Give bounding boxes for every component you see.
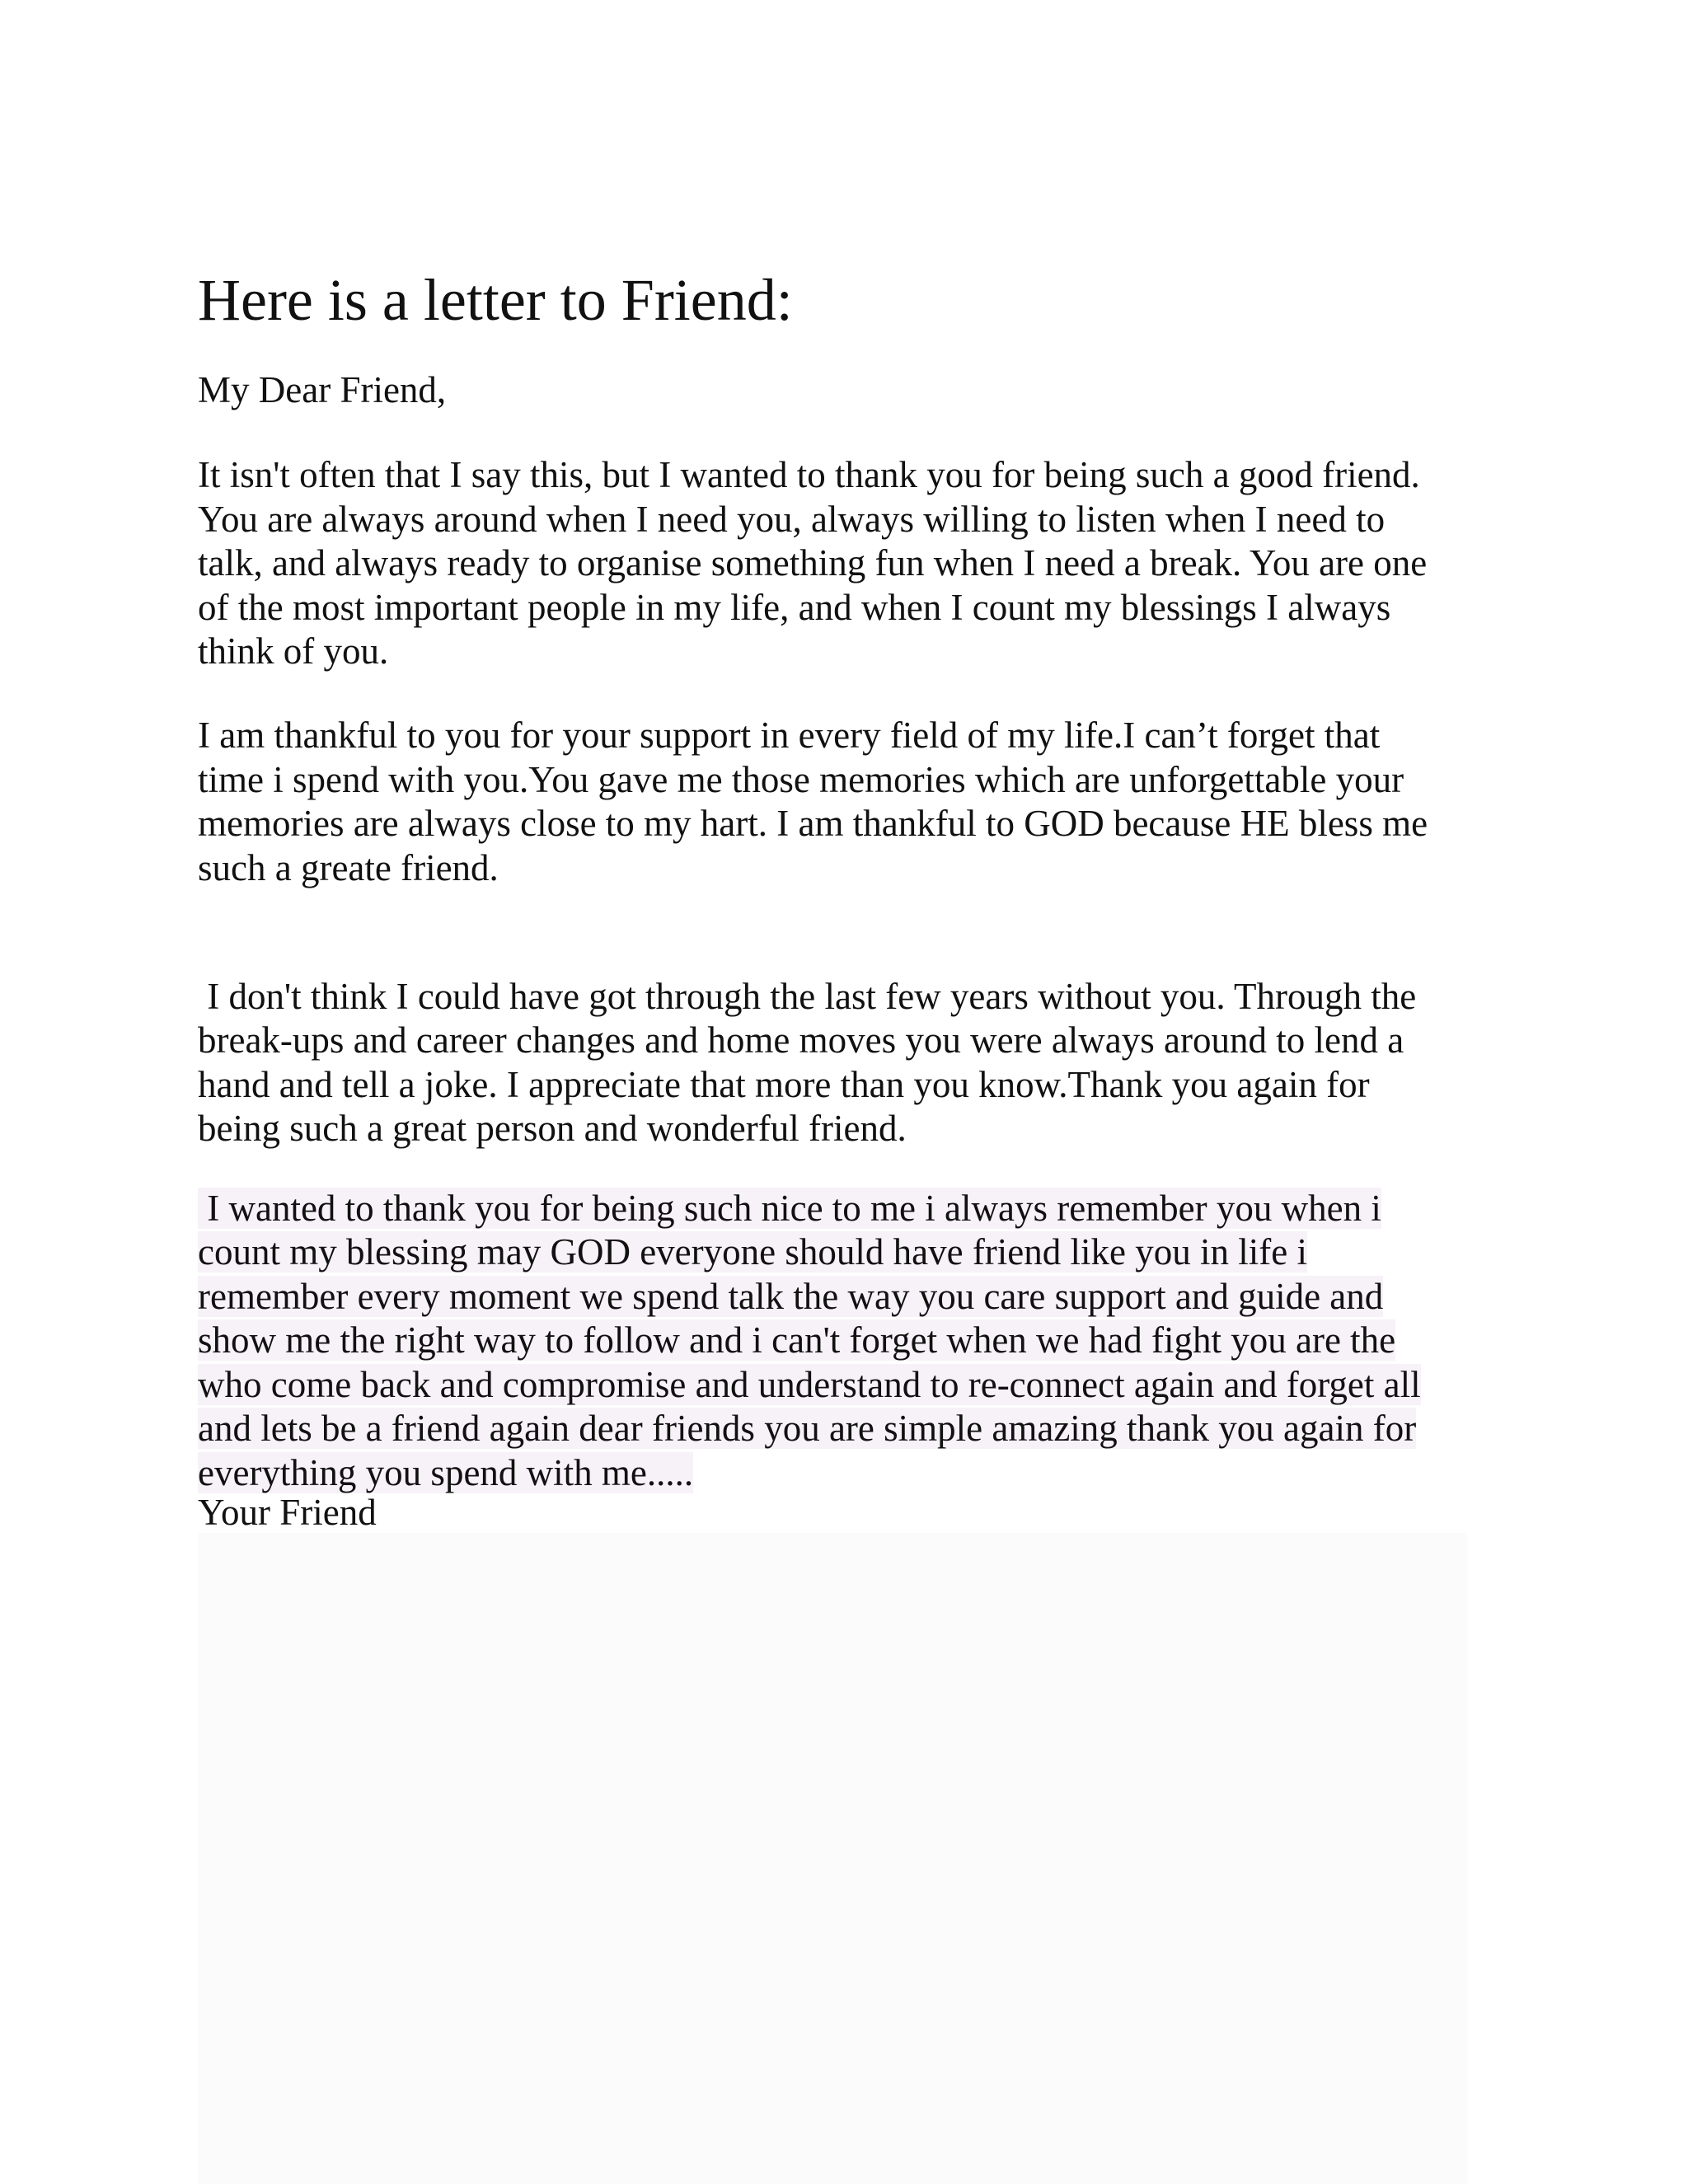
letter-paragraph-1 <box>198 453 1427 674</box>
paragraph-line: It isn't often that I say this, but I wanted to thank you for being such a good friend. <box>198 454 1420 495</box>
letter-paragraph-2 <box>198 714 1428 890</box>
letter-salutation: My Dear Friend, <box>198 369 447 410</box>
highlight-text: show me the right way to follow and i can't forget when we had fight you are the <box>198 1319 1396 1361</box>
paragraph-line: I am thankful to you for your support in every field of my life.I can’t forget that <box>198 715 1381 756</box>
paragraph-line: of the most important people in my life, and when I count my blessings I always <box>198 586 1391 628</box>
paragraph-line: time i spend with you.You gave me those memories which are unforgettable your <box>198 758 1404 800</box>
letter-paragraph-3 <box>198 930 1416 1151</box>
highlight-text: who come back and compromise and understand to re-connect again and forget all <box>198 1363 1421 1405</box>
highlighted-line <box>198 1187 1381 1231</box>
paragraph-line: break-ups and career changes and home moves you were always around to lend a <box>198 1019 1404 1061</box>
highlight-text: I wanted to thank you for being such nice to me i always remember you when i <box>198 1187 1381 1229</box>
highlighted-line <box>198 1275 1383 1319</box>
letter-signoff: Your Friend <box>198 1492 377 1533</box>
paragraph-line: such a greate friend. <box>198 846 499 888</box>
paragraph-line: hand and tell a joke. I appreciate that more than you know.Thank you again for <box>198 1063 1370 1105</box>
paragraph-line: think of you. <box>198 630 389 672</box>
highlighted-line <box>198 1451 693 1496</box>
paragraph-line: I don't think I could have got through the last few years without you. Through the <box>198 975 1417 1017</box>
highlighted-line <box>198 1230 1307 1275</box>
letter-title: Here is a letter to Friend: <box>198 267 793 333</box>
highlighted-line <box>198 1319 1395 1363</box>
page-tint-band <box>198 1533 1467 2184</box>
highlight-text: count my blessing may GOD everyone should have friend like you in life i <box>198 1231 1307 1272</box>
paragraph-line: being such a great person and wonderful friend. <box>198 1108 907 1149</box>
paragraph-line: You are always around when I need you, always willing to listen when I need to <box>198 498 1386 540</box>
paragraph-line: memories are always close to my hart. I am thankful to GOD because HE bless me <box>198 803 1428 844</box>
highlight-text: everything you spend with me..... <box>198 1451 694 1493</box>
highlighted-line <box>198 1407 1416 1451</box>
highlight-text: and lets be a friend again dear friends you are simple amazing thank you again for <box>198 1408 1417 1449</box>
letter-paragraph-4-highlighted <box>198 1142 1421 1495</box>
highlight-text: remember every moment we spend talk the way you care support and guide and <box>198 1275 1384 1317</box>
paragraph-line: talk, and always ready to organise something fun when I need a break. You are one <box>198 542 1428 583</box>
highlighted-line <box>198 1363 1421 1408</box>
